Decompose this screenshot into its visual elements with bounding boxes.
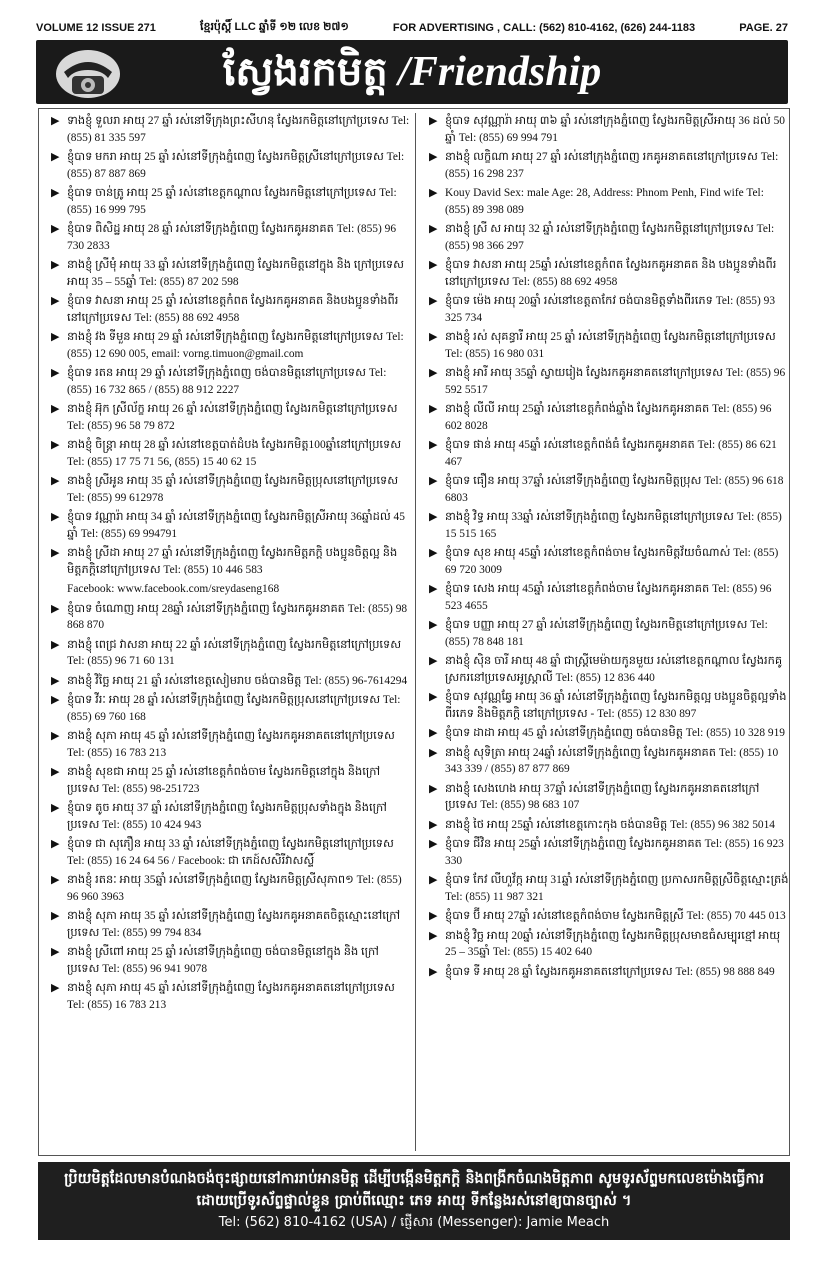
listing-contact: Tel: (855) 99 612978 <box>67 491 164 504</box>
listing-entry <box>51 836 411 869</box>
listing-entry <box>51 545 411 578</box>
listing-contact: Tel: (855) 87 887 869 <box>67 151 405 180</box>
bullet-arrow-icon: ▶ <box>51 439 60 451</box>
listing-contact: Tel: (855) 96 71 60 131 <box>67 655 175 667</box>
bullet-arrow-icon: ▶ <box>429 619 438 631</box>
advertising-contact: FOR ADVERTISING , CALL: (562) 810-4162, (626) 244-1183 <box>392 22 696 34</box>
listing-contact: Tel: (855) 70 445 013 <box>686 910 786 922</box>
bullet-arrow-icon: ▶ <box>429 439 438 451</box>
listing-entry <box>51 437 411 470</box>
listing-contact: Tel: (855) 69 994 791 <box>458 131 558 144</box>
listing-contact: Tel: (855) 16 732 865 / (855) 88 912 2227 <box>67 367 387 396</box>
listing-contact: Tel: (855) 87 202 598 <box>139 275 239 288</box>
listing-entry <box>429 781 789 814</box>
bullet-arrow-icon: ▶ <box>51 982 60 994</box>
listing-text: នាងខ្ញុំ លីលី អាយុ 25ឆ្នាំ រស់នៅខេត្តកំពង់ឆ្នាំង ស្វែងរកគូអនាគត <box>445 403 710 415</box>
listing-text: នាងខ្ញុំ ស្រីដា អាយុ 27 ឆ្នាំ រស់នៅទីក្រុងភ្នំពេញ ស្វែងរកមិត្តភក្តិ បងប្អូនចិត្តល្អ និងមិត្តភក្តិនៅក្រៅប្រទេស <box>67 547 398 576</box>
bullet-arrow-icon: ▶ <box>429 367 438 379</box>
listing-contact: Tel: (855) 69 994791 <box>80 527 178 540</box>
listing-entry <box>51 728 411 761</box>
listing-text: ខ្ញុំបាទ វាសនា អាយុ 25ឆ្នាំ រស់នៅខេត្តកំពត ស្វែងរកគូអនាគត និង បងប្អូនទាំងពីរនៅក្រៅប្រទេស <box>445 259 777 288</box>
listing-entry <box>429 293 789 326</box>
listing-entry <box>429 581 789 614</box>
listing-entry <box>51 329 411 362</box>
listing-entry <box>51 149 411 182</box>
listing-contact: Tel: (855) 69 760 168 <box>67 694 401 723</box>
listing-text: ខ្ញុំបាទ សុវណ្ណារ៉ា អាយុ ៣៦ ឆ្នាំ រស់នៅក្រុងភ្នំពេញ ស្វែងរកមិត្តស្រីអាយុ 36 ដល់ 50 ឆ្នាំ <box>445 115 785 144</box>
bullet-arrow-icon: ▶ <box>51 115 60 127</box>
page-header <box>36 20 788 36</box>
listing-text: ខ្ញុំបាទ ប៊ី អាយុ 27ឆ្នាំ រស់នៅខេត្តកំពង់ចាម ស្វែងរកមិត្តស្រី <box>445 910 684 922</box>
bullet-arrow-icon: ▶ <box>429 295 438 307</box>
left-column <box>51 113 411 1016</box>
banner-title <box>36 48 788 96</box>
listing-contact: Tel: (855) 12 836 440 <box>555 671 655 684</box>
bullet-arrow-icon: ▶ <box>429 259 438 271</box>
listing-entry <box>429 836 789 869</box>
listing-entry <box>51 113 411 146</box>
listing-text: នាងខ្ញុំ ស្រីមុំ អាយុ 33 ឆ្នាំ រស់នៅទីក្រុងភ្នំពេញ ស្វែងរកមិត្តនៅក្នុង និង ក្រៅប្រទេស អាយុ 35 – 55ឆ្នាំ <box>67 259 404 288</box>
listing-text: ខ្ញុំបាទ ដាដា អាយុ 45 ឆ្នាំ រស់នៅទីក្រុងភ្នំពេញ ចង់បានមិត្ត <box>445 727 683 739</box>
bullet-arrow-icon: ▶ <box>51 151 60 163</box>
listing-entry <box>429 745 789 778</box>
listing-entry <box>429 149 789 182</box>
listing-text: នាងខ្ញុំ សេងហេង អាយុ 37ឆ្នាំ រស់នៅទីក្រុងភ្នំពេញ ស្វែងរកគូអនាគតនៅក្រៅប្រទេស <box>445 782 760 811</box>
bullet-arrow-icon: ▶ <box>429 547 438 559</box>
listing-contact: Tel: (855) 16 999 795 <box>67 187 397 216</box>
footer-contact: Tel: (562) 810-4162 (USA) / ផ្ញើសារ (Messenger): Jamie Meach <box>218 1215 610 1230</box>
listing-contact: Tel: (855) 16 980 031 <box>445 347 545 360</box>
listing-entry <box>51 401 411 434</box>
bullet-arrow-icon: ▶ <box>429 475 438 487</box>
listing-text: នាងខ្ញុំ អារី អាយុ 35ឆ្នាំ ស្វាយរៀង ស្វែងរកគូអនាគតនៅក្រៅប្រទេស <box>445 367 724 379</box>
listing-entry <box>429 817 789 834</box>
listing-text: នាងខ្ញុំ ថៃ អាយុ 25ឆ្នាំ រស់នៅខេត្តកោះកុង ចង់បានមិត្ត <box>445 818 668 831</box>
bullet-arrow-icon: ▶ <box>429 965 438 978</box>
listing-entry <box>429 437 789 470</box>
footer-line-2: ដោយប្រើទូរស័ព្ទផ្ទាល់ខ្លួន ប្រាប់ពីឈ្មោះ ភេទ អាយុ ទីកន្លែងរស់នៅឲ្យបានច្បាស់ ។ <box>196 1193 632 1209</box>
listing-text: ខ្ញុំបាទ ផាន់ អាយុ 45ឆ្នាំ រស់នៅខេត្តកំពង់ធំ ស្វែងរកគូអនាគត <box>445 439 695 451</box>
bullet-arrow-icon: ▶ <box>51 874 60 886</box>
bullet-arrow-icon: ▶ <box>429 223 438 235</box>
listing-entry <box>51 637 411 670</box>
listing-entry <box>429 872 789 905</box>
listing-entry <box>51 185 411 218</box>
listing-contact: Tel: (855) 98-251723 <box>102 782 200 795</box>
listing-text: ខ្ញុំបាទ ម៉េង អាយុ 20ឆ្នាំ រស់នៅខេត្តតាកែវ ចង់បានមិត្តទាំងពីរភេទ <box>445 295 713 307</box>
listing-entry <box>51 293 411 326</box>
bullet-arrow-icon: ▶ <box>429 782 438 795</box>
listing-entry <box>51 601 411 634</box>
listing-entry <box>429 257 789 290</box>
listing-contact: Tel: (855) 88 692 4958 <box>134 311 240 324</box>
bullet-arrow-icon: ▶ <box>429 655 438 667</box>
listing-entry <box>429 689 789 722</box>
bullet-arrow-icon: ▶ <box>429 115 438 127</box>
bullet-arrow-icon: ▶ <box>429 910 438 922</box>
bullet-arrow-icon: ▶ <box>429 929 438 942</box>
listing-text: ខ្ញុំបាទ វណ្ណារ៉ា អាយុ 34 ឆ្នាំ រស់នៅទីក្រុងភ្នំពេញ ស្វែងរកមិត្តស្រីអាយុ 36ឆ្នាំដល់ 45 ឆ្នាំ <box>67 511 405 540</box>
listing-text: ខ្ញុំបាទ សុខ អាយុ 45ឆ្នាំ រស់នៅខេត្តកំពង់ចាម ស្វែងរកមិត្តវ័យចំណាស់ <box>445 547 731 559</box>
listing-entry <box>429 473 789 506</box>
listing-contact: Tel: (855) 69 720 3009 <box>445 547 779 576</box>
listing-entry <box>429 221 789 254</box>
listing-text: ខ្ញុំបាទ មករា អាយុ 25 ឆ្នាំ រស់នៅទីក្រុងភ្នំពេញ ស្វែងរកមិត្តស្រីនៅក្រៅប្រទេស <box>67 151 384 163</box>
listing-contact: Facebook: www.facebook.com/sreydaseng168 <box>67 583 280 595</box>
bullet-arrow-icon: ▶ <box>51 694 60 706</box>
listing-entry <box>429 545 789 578</box>
bullet-arrow-icon: ▶ <box>429 727 438 739</box>
publisher-name: ខ្មែរប៉ុស្តិ៍ LLC ឆ្នាំទី ១២ លេខ ២៧១ <box>199 21 349 33</box>
listing-contact: Tel: (855) 10 328 919 <box>685 727 785 739</box>
bullet-arrow-icon: ▶ <box>51 547 60 559</box>
footer-notice <box>38 1162 790 1240</box>
banner-title-english: /Friendship <box>387 49 602 95</box>
bullet-arrow-icon: ▶ <box>429 818 438 831</box>
listing-text: ខ្ញុំបាទ បញ្ញា អាយុ 27 ឆ្នាំ រស់នៅទីក្រុងភ្នំពេញ ស្វែងរកមិត្តនៅក្រៅប្រទេស <box>445 619 748 631</box>
bullet-arrow-icon: ▶ <box>51 367 60 379</box>
listing-text: នាងខ្ញុំ សុទិត្រា អាយុ 24ឆ្នាំ រស់នៅទីក្រុងភ្នំពេញ ស្វែងរកគូអនាគត <box>445 746 717 759</box>
bullet-arrow-icon: ▶ <box>51 638 60 651</box>
listing-contact: Tel: (855) 96 960 3963 <box>67 874 402 903</box>
listing-contact: Tel: (855) 98 868 870 <box>67 602 408 631</box>
bullet-arrow-icon: ▶ <box>51 475 60 487</box>
bullet-arrow-icon: ▶ <box>51 802 60 814</box>
listing-text: នាងខ្ញុំ សុភា អាយុ 35 ឆ្នាំ រស់នៅទីក្រុងភ្នំពេញ ស្វែងរកគូអនាគតចិត្តស្មោះនៅក្រៅប្រទេស <box>67 910 401 939</box>
listing-text: នាងខ្ញុំ អ៊ុក ស្រីល័ក្ខ អាយុ 26 ឆ្នាំ រស់នៅទីក្រុងភ្នំពេញ ស្វែងរកមិត្តនៅក្រៅប្រទេស <box>67 403 398 415</box>
listing-contact: Tel: (855) 96-7614294 <box>304 674 408 687</box>
listing-text: ខ្ញុំបាទ សេង អាយុ 45ឆ្នាំ រស់នៅខេត្តកំពង់ចាម ស្វែងរកគូអនាគត <box>445 583 710 595</box>
listing-text: ខ្ញុំបាទ តូច អាយុ 37 ឆ្នាំ រស់នៅទីក្រុងភ្នំពេញ ស្វែងរកមិត្តប្រុសទាំងក្នុង និងក្រៅប្រទេស <box>67 802 387 831</box>
listing-text: ខ្ញុំបាទ ចាន់ត្រូ អាយុ 25 ឆ្នាំ រស់នៅខេត្តកណ្ដាល ស្វែងរកមិត្តនៅក្រៅប្រទេស <box>67 187 377 199</box>
listing-entry <box>51 872 411 905</box>
listing-entry <box>51 221 411 254</box>
bullet-arrow-icon: ▶ <box>51 730 60 742</box>
bullet-arrow-icon: ▶ <box>51 910 60 922</box>
listing-entry <box>429 964 789 981</box>
bullet-arrow-icon: ▶ <box>429 838 438 850</box>
listing-text: នាងខ្ញុំ សុភា អាយុ 45 ឆ្នាំ រស់នៅទីក្រុងភ្នំពេញ ស្វែងរកគូអនាគតនៅក្រៅប្រទេស <box>67 730 395 742</box>
listing-text: ខ្ញុំបាទ ជីវិន អាយុ 25ឆ្នាំ រស់នៅទីក្រុងភ្នំពេញ ស្វែងរកគូអនាគត <box>445 838 702 850</box>
listing-entry <box>429 653 789 686</box>
listing-contact: Tel: (855) 16 24 64 56 / Facebook: ជា ភេដ៍សសិរីវាសស្ទិ៍ <box>67 854 315 867</box>
listing-entry <box>429 725 789 742</box>
listing-entry <box>429 401 789 434</box>
listings-panel <box>38 108 790 1156</box>
listing-contact: Tel: (855) 88 692 4958 <box>512 275 618 288</box>
listing-entry <box>51 980 411 1013</box>
listing-contact: Tel: (855) 98 683 107 <box>480 799 580 811</box>
listing-contact: Tel: (855) 78 848 181 <box>445 619 768 648</box>
listing-entry <box>51 509 411 542</box>
listing-entry <box>429 329 789 362</box>
bullet-arrow-icon: ▶ <box>429 331 438 343</box>
listing-entry <box>429 185 789 218</box>
bullet-arrow-icon: ▶ <box>51 403 60 415</box>
listing-text: នាងខ្ញុំ ស្រីអូន អាយុ 35 ឆ្នាំ រស់នៅទីក្រុងភ្នំពេញ ស្វែងរកមិត្តប្រុសនៅក្រៅប្រទេស <box>67 475 399 487</box>
listing-contact: Tel: (855) 81 335 597 <box>67 115 410 144</box>
listing-text: ខ្ញុំបាទ កែវ លីហួវ័ក្ក អាយុ 31ឆ្នាំ រស់នៅទីក្រុងភ្នំពេញ ប្រកាសរកមិត្តស្រីចិត្តស្មោះត្រង់ <box>445 874 789 886</box>
listing-text: នាងខ្ញុំ ស៊ិន ចារី អាយុ 48 ឆ្នាំ ជាស្ត្រីមេម៉ាយកូនមួយ រស់នៅខេត្តកណ្ដាល ស្វែងរកគូស្រករនៅប្រទេសអូស្ត្រាលី <box>445 655 783 684</box>
bullet-arrow-icon: ▶ <box>429 691 438 703</box>
listing-contact: Tel: (855) 96 592 5517 <box>445 367 786 396</box>
listing-contact: Tel: (855) 99 794 834 <box>102 926 202 939</box>
listing-entry <box>51 692 411 725</box>
listing-contact: Tel: (855) 96 58 79 872 <box>67 419 175 432</box>
listing-contact: Tel: (855) 10 343 339 / (855) 87 877 869 <box>445 746 779 775</box>
bullet-arrow-icon: ▶ <box>51 295 60 307</box>
listing-text: នាងខ្ញុំ សុខជា អាយុ 25 ឆ្នាំ រស់នៅខេត្តកំពង់ចាម ស្វែងរកមិត្តនៅក្នុង និងក្រៅប្រទេស <box>67 766 381 795</box>
listing-contact: Tel: (855) 98 888 849 <box>675 965 775 978</box>
listing-entry <box>429 617 789 650</box>
listing-entry <box>51 673 411 690</box>
bullet-arrow-icon: ▶ <box>429 187 438 199</box>
listing-text: ខ្ញុំបាទ វាសនា អាយុ 25 ឆ្នាំ រស់នៅខេត្តកំពត ស្វែងរកគូអនាគត និងបងប្អូនទាំងពីរ នៅក្រៅប្រទេស <box>67 295 399 324</box>
bullet-arrow-icon: ▶ <box>51 331 60 343</box>
bullet-arrow-icon: ▶ <box>51 259 60 271</box>
listing-contact: Tel: (855) 89 398 089 <box>445 187 764 216</box>
listing-text: នាងខ្ញុំ វិទ្ធ អាយុ 33ឆ្នាំ រស់នៅទីក្រុងភ្នំពេញ ស្វែងរកមិត្តនៅក្រៅប្រទេស <box>445 511 734 523</box>
listing-contact: Tel: (855) 86 621 467 <box>445 439 777 468</box>
listing-contact: Tel: (855) 96 382 5014 <box>670 818 775 831</box>
footer-line-1: ប្រិយមិត្តដែលមានបំណងចង់ចុះផ្សាយនៅការរាប់អានមិត្ត ដើម្បីបង្កើនមិត្តភក្តិ និងពង្រីកចំណងមិត្តភាព សូមទូរស័ព្ទមកលេខម៉ោងធ្វើការ <box>64 1171 764 1187</box>
listing-text: នាងខ្ញុំ ពេជ្រ វាសនា អាយុ 22 ឆ្នាំ រស់នៅទីក្រុងភ្នំពេញ ស្វែងរកមិត្តនៅក្រៅប្រទេស <box>67 638 402 651</box>
listing-contact: Tel: (855) 16 783 213 <box>67 998 167 1011</box>
listing-entry <box>51 257 411 290</box>
bullet-arrow-icon: ▶ <box>429 746 438 759</box>
bullet-arrow-icon: ▶ <box>429 151 438 163</box>
listing-entry <box>51 581 411 598</box>
listing-text: ខ្ញុំបាទ ធឿន អាយុ 37ឆ្នាំ រស់នៅទីក្រុងភ្នំពេញ ស្វែងរកមិត្តប្រុស <box>445 475 702 487</box>
listing-contact: Tel: (855) 17 75 71 56, (855) 15 40 62 15 <box>67 455 257 468</box>
listing-contact: Tel: (855) 15 402 640 <box>492 946 593 958</box>
listing-entry <box>51 764 411 797</box>
listing-contact: Tel: (855) 16 923 330 <box>445 838 784 867</box>
listing-text: នាងខ្ញុំ រស់ សុគន្ធារី អាយុ 25 ឆ្នាំ រស់នៅទីក្រុងភ្នំពេញ ស្វែងរកមិត្តនៅក្រៅប្រទេស <box>445 331 776 343</box>
bullet-arrow-icon: ▶ <box>429 874 438 886</box>
listing-text: នាងខ្ញុំ ចិន្ត្រា អាយុ 28 ឆ្នាំ រស់នៅខេត្តបាត់ដំបង ស្វែងរកមិត្ត100ឆ្នាំនៅក្រៅប្រទេស <box>67 439 402 451</box>
listing-text: នាងខ្ញុំ វិច្ឆៃ អាយុ 21 ឆ្នាំ រស់នៅខេត្តសៀមរាប ចង់បានមិត្ត <box>67 674 302 687</box>
bullet-arrow-icon: ▶ <box>429 403 438 415</box>
listing-contact: Tel: (855) 96 941 9078 <box>102 962 208 975</box>
listing-contact: Tel: (855) 96 602 8028 <box>445 403 772 432</box>
bullet-arrow-icon: ▶ <box>51 946 60 958</box>
listing-text: នាងខ្ញុំ ស្រីពៅ អាយុ 25 ឆ្នាំ រស់នៅទីក្រុងភ្នំពេញ ចង់បានមិត្តនៅក្នុង និង ក្រៅប្រទេស <box>67 946 379 975</box>
listing-contact: Tel: (855) 96 730 2833 <box>67 223 397 252</box>
bullet-arrow-icon: ▶ <box>51 511 60 523</box>
listing-text: ខ្ញុំបាទ ជា សុភឿន អាយុ 33 ឆ្នាំ រស់នៅទីក្រុងភ្នំពេញ ស្វែងរកមិត្តនៅក្រៅប្រទេស <box>67 838 394 850</box>
listing-text: ខ្ញុំបាទ វីរៈ អាយុ 28 ឆ្នាំ រស់នៅទីក្រុងភ្នំពេញ ស្វែងរកមិត្តប្រុសនៅក្រៅប្រទេស <box>67 694 381 706</box>
listing-entry <box>51 800 411 833</box>
listing-text: ខ្ញុំបាទ សុវណ្ណឆ្វែ អាយុ 36 ឆ្នាំ រស់នៅទីក្រុងភ្នំពេញ ស្វែងរកមិត្តល្អ បងប្អូនចិត្តល្អទាំងពីរភេទ និងមិត្តភក្តិ នៅក្រៅប្រទេស - <box>445 691 787 720</box>
listing-contact: Tel: (855) 11 987 321 <box>445 890 544 903</box>
listing-entry <box>51 473 411 506</box>
listing-contact: Tel: (855) 12 830 897 <box>597 707 697 720</box>
listing-contact: Tel: (855) 96 523 4655 <box>445 583 772 612</box>
bullet-arrow-icon: ▶ <box>429 511 438 523</box>
listing-contact: Tel: (855) 10 424 943 <box>102 818 202 831</box>
banner-title-khmer: ស្វែងរកមិត្ត <box>222 49 388 95</box>
listing-entry <box>429 509 789 542</box>
listing-text: ខ្ញុំបាទ ចំណោញ អាយុ 28ឆ្នាំ រស់នៅទីក្រុងភ្នំពេញ ស្វែងរកគូអនាគត <box>67 602 345 615</box>
bullet-arrow-icon: ▶ <box>51 223 60 235</box>
listing-text: ខ្ញុំបាទ ពិសិដ្ឋ អាយុ 28 ឆ្នាំ រស់នៅទីក្រុងភ្នំពេញ ស្វែងរកគូអនាគត <box>67 223 334 235</box>
listing-entry <box>429 365 789 398</box>
listing-text: នាងខ្ញុំ រតនៈ អាយុ 35ឆ្នាំ រស់នៅទីក្រុងភ្នំពេញ ស្វែងរកមិត្តស្រីសុភាព១ <box>67 874 354 886</box>
column-divider <box>415 113 416 1151</box>
listing-text: ខ្ញុំបាទ រតន អាយុ 29 ឆ្នាំ រស់នៅទីក្រុងភ្នំពេញ ចង់បានមិត្តនៅក្រៅប្រទេស <box>67 367 366 379</box>
listing-text: ខ្ញុំបាទ ទី អាយុ 28 ឆ្នាំ ស្វែងរកគូអនាគតនៅក្រៅប្រទេស <box>445 965 673 978</box>
bullet-arrow-icon: ▶ <box>51 766 60 778</box>
section-banner <box>36 40 788 104</box>
listing-contact: Tel: (855) 98 366 297 <box>445 223 775 252</box>
listing-entry <box>429 113 789 146</box>
listing-entry <box>429 908 789 925</box>
listing-text: នាងខ្ញុំ លក្ខិណា អាយុ 27 ឆ្នាំ រស់នៅក្រុងភ្នំពេញ រកគូអនាគតនៅក្រៅប្រទេស <box>445 151 758 163</box>
bullet-arrow-icon: ▶ <box>51 602 60 615</box>
listing-contact: Tel: (855) 96 618 6803 <box>445 475 784 504</box>
listing-entry <box>51 944 411 977</box>
listing-contact: Tel: (855) 12 690 005, email: vorng.timuon@gmail.com <box>67 331 404 360</box>
listing-text: នាងខ្ញុំ ស្រី ស អាយុ 32 ឆ្នាំ រស់នៅទីក្រុងភ្នំពេញ ស្វែងរកមិត្តនៅក្រៅប្រទេស <box>445 223 754 235</box>
listing-entry <box>51 908 411 941</box>
listing-contact: Tel: (855) 93 325 734 <box>445 295 776 324</box>
listing-text: នាងខ្ញុំ វង ទីមួន អាយុ 29 ឆ្នាំ រស់នៅទីក្រុងភ្នំពេញ ស្វែងរកមិត្តនៅក្រៅប្រទេស <box>67 331 384 343</box>
listing-entry <box>51 365 411 398</box>
right-column <box>429 113 789 983</box>
listing-contact: Tel: (855) 10 446 583 <box>163 563 263 576</box>
listing-contact: Tel: (855) 15 515 165 <box>445 511 782 540</box>
bullet-arrow-icon: ▶ <box>51 838 60 850</box>
bullet-arrow-icon: ▶ <box>51 674 60 687</box>
listing-text: ទាងខ្ញុំ ទួលរា អាយុ 27 ឆ្នាំ រស់នៅទីក្រុងព្រះសីហនុ ស្វែងរកមិត្តនៅក្រៅប្រទេស <box>67 115 389 127</box>
listing-contact: Tel: (855) 16 298 237 <box>445 151 779 180</box>
page-number: PAGE. 27 <box>739 22 788 34</box>
listing-entry <box>429 928 789 961</box>
bullet-arrow-icon: ▶ <box>51 187 60 199</box>
listing-text: Kouy David Sex: male Age: 28, Address: Phnom Penh, Find wife <box>445 187 744 199</box>
listing-text: នាងខ្ញុំ វិច្ឆ អាយុ 20ឆ្នាំ រស់នៅទីក្រុងភ្នំពេញ ស្វែងរកមិត្តប្រុសមាឌធំសម្បុរខ្មៅ អាយុ 25 – 35ឆ្នាំ <box>445 929 781 958</box>
bullet-arrow-icon: ▶ <box>429 583 438 595</box>
issue-number: VOLUME 12 ISSUE 271 <box>36 22 156 34</box>
listing-contact: Tel: (855) 16 783 213 <box>67 746 167 759</box>
listing-text: នាងខ្ញុំ សុភា អាយុ 45 ឆ្នាំ រស់នៅទីក្រុងភ្នំពេញ ស្វែងរកគូអនាគតនៅក្រៅប្រទេស <box>67 982 395 994</box>
